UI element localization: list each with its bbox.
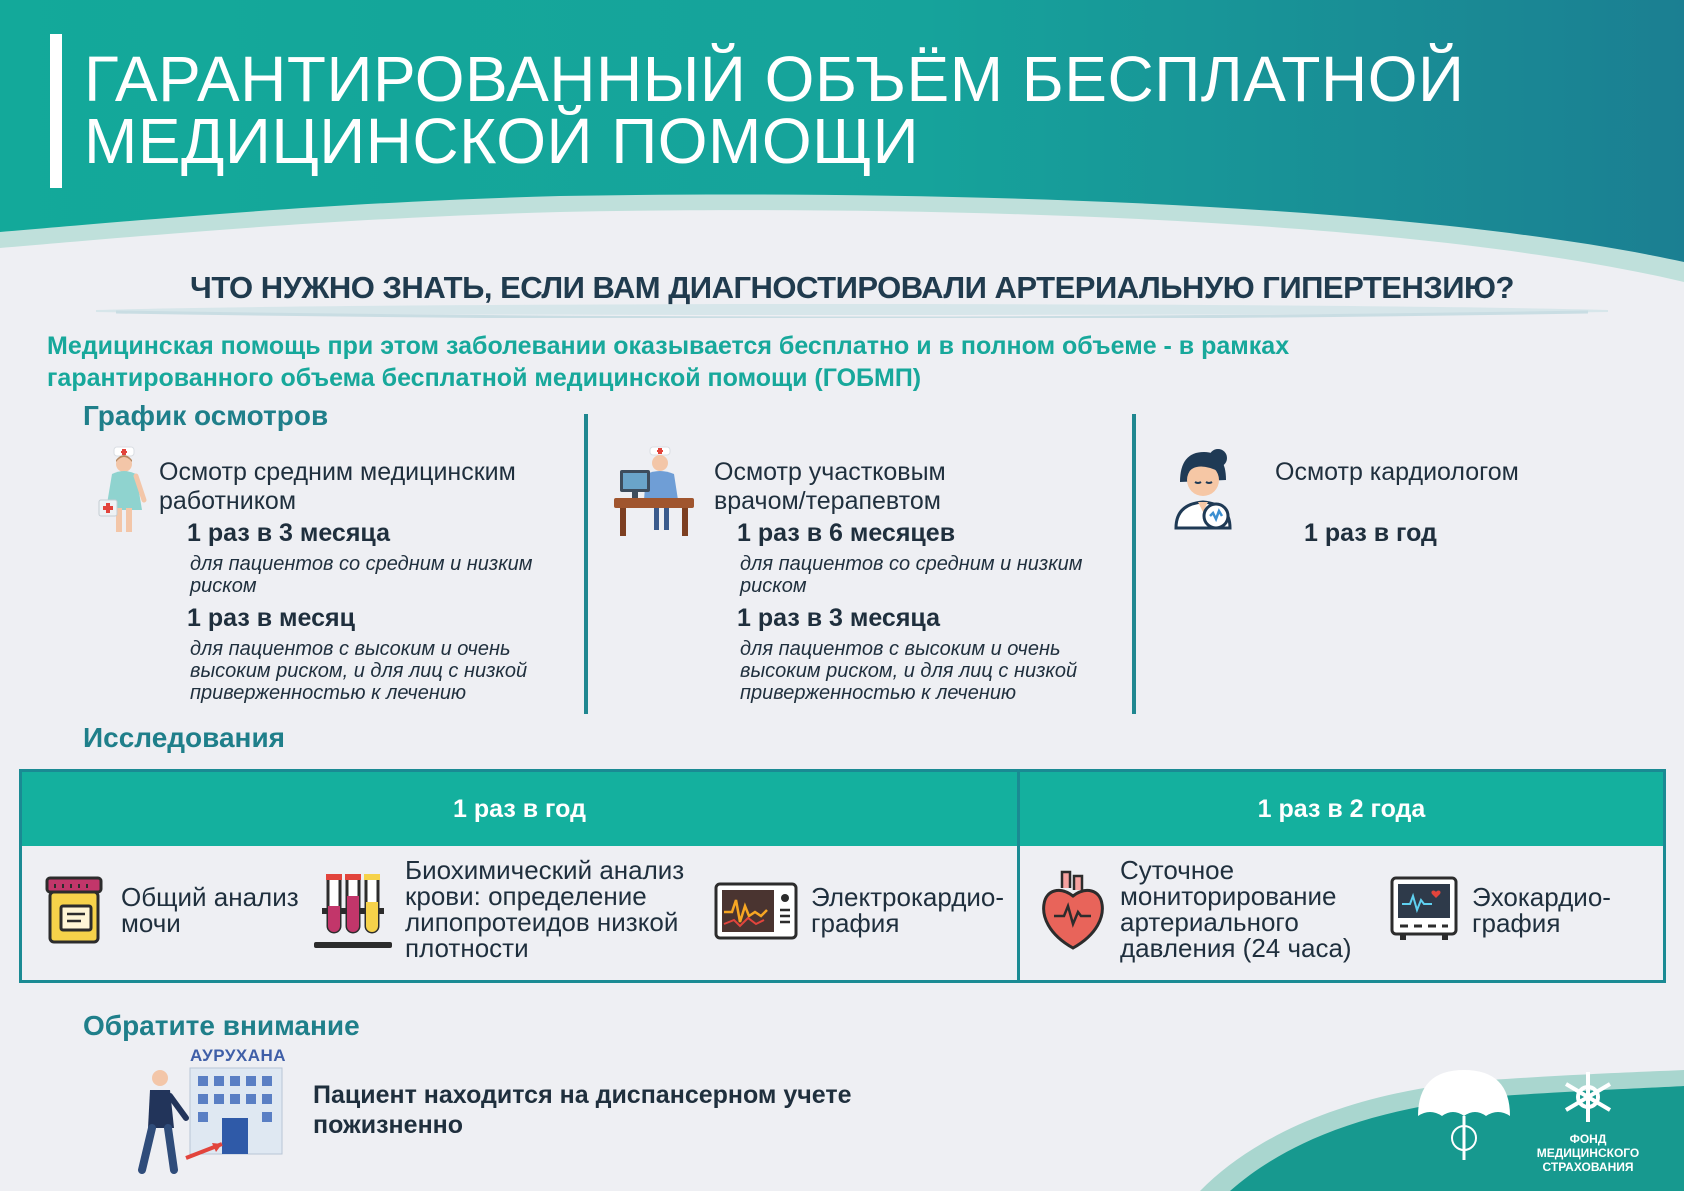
heart-icon [1040,868,1106,952]
note-therapist-2-line1: для пациентов с высоким и очень [740,638,1061,660]
research-item-abpm-line3: артериального [1120,907,1299,937]
note-nurse-2 [190,638,527,704]
exam-title-therapist-line2: врачом/терапевтом [714,487,941,515]
research-item-urine-line2: мочи [121,908,181,938]
note-therapist-2 [740,638,1077,704]
frequency-therapist-1: 1 раз в 6 месяцев [737,519,956,547]
note-nurse-2-line2: высоким риском, и для лиц с низкой [190,660,528,682]
research-item-blood-line2: крови: определение [405,881,647,911]
note-therapist-1-line2: риском [740,575,807,597]
research-head-yearly: 1 раз в год [22,772,1017,846]
fund-logo-text [1536,1132,1640,1174]
notice-title: Обратите внимание [83,1010,360,1041]
note-therapist-2-line3: приверженностью к лечению [740,682,1016,704]
research-item-abpm-line4: давления (24 часа) [1120,933,1352,963]
research-item-blood-line3: липопротеидов низкой [405,907,679,937]
exam-title-therapist-line1: Осмотр участковым [714,458,946,486]
echo-monitor-icon [1390,876,1458,942]
frequency-therapist-2: 1 раз в 3 месяца [737,604,941,632]
research-item-ecg-line2: графия [811,908,900,938]
note-therapist-1-line1: для пациентов со средним и низким [740,553,1083,575]
schedule-title: График осмотров [83,400,329,431]
page-title-line2: МЕДИЦИНСКОЙ ПОМОЩИ [84,105,920,177]
intro-line1: Медицинская помощь при этом заболевании оказывается бесплатно и в полном объеме - в рамках [47,332,1290,360]
research-item-blood-line1: Биохимический анализ [405,855,685,885]
notice-text [313,1080,933,1140]
exam-title-nurse-line1: Осмотр средним медицинским [159,458,516,486]
research-item-abpm-line1: Суточное [1120,855,1235,885]
research-item-blood-line4: плотности [405,933,529,963]
exam-title-cardiologist: Осмотр кардиологом [1275,458,1519,486]
exam-title-nurse [159,458,516,516]
question-heading: ЧТО НУЖНО ЗНАТЬ, ЕСЛИ ВАМ ДИАГНОСТИРОВАЛИ АРТЕРИАЛЬНУЮ ГИПЕРТЕНЗИЮ? [190,270,1514,305]
note-nurse-1-line2: риском [190,575,257,597]
note-nurse-2-line3: приверженностью к лечению [190,682,466,704]
research-item-abpm-line2: мониторирование [1120,881,1337,911]
research-table [19,769,1666,983]
notice-line2: пожизненно [313,1111,464,1139]
note-nurse-2-line1: для пациентов с высоким и очень [190,638,511,660]
patient-hospital-icon [130,1066,290,1176]
research-item-ecg-line1: Электрокардио- [811,882,1005,912]
research-divider [1017,772,1020,980]
frequency-nurse-2: 1 раз в месяц [187,604,355,632]
research-item-ecg [811,884,1004,936]
research-title: Исследования [83,722,286,753]
research-item-echo-line2: графия [1472,908,1561,938]
hospital-sign: АУРУХАНА [190,1046,287,1065]
test-tubes-icon [314,872,392,952]
fund-logo-line3: СТРАХОВАНИЯ [1542,1160,1634,1174]
cardiologist-icon [1172,446,1234,530]
column-divider-2 [1132,414,1136,714]
note-nurse-1 [190,553,532,597]
column-divider-1 [584,414,588,714]
research-head-biennial: 1 раз в 2 года [1020,772,1663,846]
frequency-nurse-1: 1 раз в 3 месяца [187,519,391,547]
page-title [84,43,1484,177]
page-title-line1: ГАРАНТИРОВАННЫЙ ОБЪЁМ БЕСПЛАТНОЙ [84,43,1465,115]
ecg-monitor-icon [714,882,798,940]
notice-line1: Пациент находится на диспансерном учете [313,1081,852,1109]
note-therapist-1 [740,553,1082,597]
research-item-urine [121,884,299,936]
research-item-urine-line1: Общий анализ [121,882,299,912]
note-nurse-1-line1: для пациентов со средним и низким [190,553,533,575]
title-accent-bar [50,34,62,188]
nurse-icon [96,444,152,540]
urine-container-icon [45,876,103,946]
fund-logo-line1: ФОНД [1569,1132,1607,1146]
research-item-echo-line1: Эхокардио- [1472,882,1611,912]
exam-title-therapist [714,458,946,516]
research-item-blood [405,857,684,961]
exam-title-nurse-line2: работником [159,487,297,515]
frequency-cardiologist: 1 раз в год [1304,519,1437,547]
research-item-abpm [1120,857,1352,961]
research-item-echo [1472,884,1611,936]
intro-text [47,330,1447,394]
doctor-at-desk-icon [614,444,694,538]
question-banner [96,262,1608,318]
note-therapist-2-line2: высоким риском, и для лиц с низкой [740,660,1078,682]
fund-logo-line2: МЕДИЦИНСКОГО [1536,1146,1640,1160]
intro-line2: гарантированного объема бесплатной медицинской помощи (ГОБМП) [47,364,922,392]
